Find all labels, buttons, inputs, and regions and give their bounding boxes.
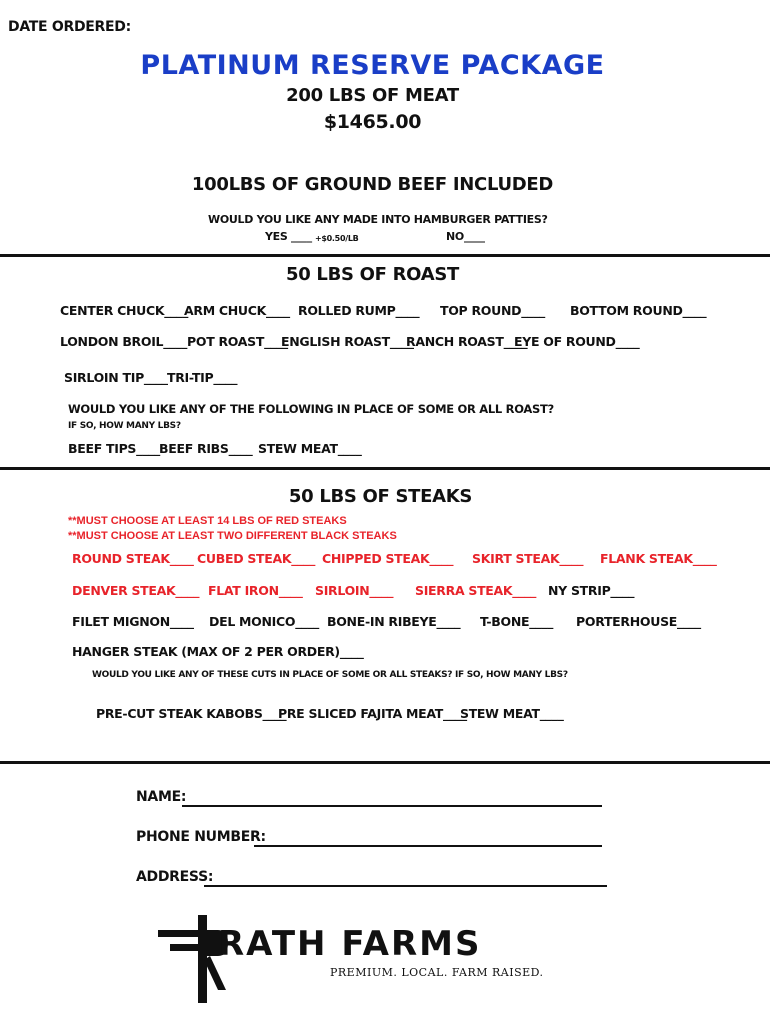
- patties-yes[interactable]: YES ____: [265, 230, 312, 243]
- package-title: PLATINUM RESERVE PACKAGE: [140, 50, 605, 81]
- roast-substitute-subquestion: IF SO, HOW MANY LBS?: [68, 421, 181, 431]
- roast-ranch-roast[interactable]: RANCH ROAST____: [406, 334, 528, 349]
- roast-alt-beef-ribs[interactable]: BEEF RIBS____: [159, 441, 253, 456]
- package-weight: 200 LBS OF MEAT: [286, 85, 459, 106]
- steaks-note-black: **MUST CHOOSE AT LEAST TWO DIFFERENT BLACK STEAKS: [68, 530, 397, 542]
- steak-del-monico[interactable]: DEL MONICO____: [209, 614, 320, 629]
- steak-sierra[interactable]: SIERRA STEAK____: [415, 583, 537, 598]
- roast-top-round[interactable]: TOP ROUND____: [440, 303, 546, 318]
- roast-english-roast[interactable]: ENGLISH ROAST____: [281, 334, 414, 349]
- name-field[interactable]: [182, 805, 602, 807]
- divider-3: [0, 761, 770, 764]
- phone-label: PHONE NUMBER:: [136, 829, 266, 845]
- roast-tri-tip[interactable]: TRI-TIP____: [167, 370, 238, 385]
- steak-alt-fajita[interactable]: PRE SLICED FAJITA MEAT____: [278, 706, 467, 721]
- steak-flank[interactable]: FLANK STEAK____: [600, 551, 717, 566]
- roast-heading: 50 LBS OF ROAST: [286, 264, 459, 285]
- phone-field[interactable]: [254, 845, 602, 847]
- steak-t-bone[interactable]: T-BONE____: [480, 614, 554, 629]
- steaks-note-red: **MUST CHOOSE AT LEAST 14 LBS OF RED STEAKS: [68, 515, 347, 527]
- steak-round[interactable]: ROUND STEAK____: [72, 551, 194, 566]
- divider-1: [0, 254, 770, 257]
- roast-sirloin-tip[interactable]: SIRLOIN TIP____: [64, 370, 168, 385]
- roast-substitute-question: WOULD YOU LIKE ANY OF THE FOLLOWING IN PLACE OF SOME OR ALL ROAST?: [68, 402, 554, 416]
- roast-eye-of-round[interactable]: EYE OF ROUND____: [514, 334, 640, 349]
- roast-rolled-rump[interactable]: ROLLED RUMP____: [298, 303, 420, 318]
- steak-ny-strip[interactable]: NY STRIP____: [548, 583, 635, 598]
- logo-wordmark: RATH FARMS: [218, 924, 482, 964]
- steak-flat-iron[interactable]: FLAT IRON____: [208, 583, 303, 598]
- roast-pot-roast[interactable]: POT ROAST____: [187, 334, 288, 349]
- steak-cubed[interactable]: CUBED STEAK____: [197, 551, 316, 566]
- package-price: $1465.00: [323, 111, 422, 133]
- steak-chipped[interactable]: CHIPPED STEAK____: [322, 551, 454, 566]
- divider-2: [0, 467, 770, 470]
- patties-question: WOULD YOU LIKE ANY MADE INTO HAMBURGER PATTIES?: [208, 213, 548, 226]
- steak-filet-mignon[interactable]: FILET MIGNON____: [72, 614, 194, 629]
- name-label: NAME:: [136, 789, 187, 805]
- roast-alt-beef-tips[interactable]: BEEF TIPS____: [68, 441, 160, 456]
- steak-hanger[interactable]: HANGER STEAK (MAX OF 2 PER ORDER)____: [72, 644, 364, 659]
- steak-denver[interactable]: DENVER STEAK____: [72, 583, 200, 598]
- roast-arm-chuck[interactable]: ARM CHUCK____: [184, 303, 290, 318]
- steak-alt-kabobs[interactable]: PRE-CUT STEAK KABOBS____: [96, 706, 287, 721]
- steaks-heading: 50 LBS OF STEAKS: [288, 486, 473, 507]
- rath-farms-logo: [158, 910, 598, 1005]
- steak-sirloin[interactable]: SIRLOIN____: [315, 583, 394, 598]
- date-ordered-label: DATE ORDERED:: [8, 19, 131, 35]
- roast-center-chuck[interactable]: CENTER CHUCK____: [60, 303, 189, 318]
- steak-porterhouse[interactable]: PORTERHOUSE____: [576, 614, 701, 629]
- address-label: ADDRESS:: [136, 869, 214, 885]
- steak-alt-stew-meat[interactable]: STEW MEAT____: [460, 706, 564, 721]
- patties-no[interactable]: NO____: [446, 230, 485, 243]
- logo-tagline: PREMIUM. LOCAL. FARM RAISED.: [330, 966, 544, 979]
- roast-london-broil[interactable]: LONDON BROIL____: [60, 334, 188, 349]
- roast-alt-stew-meat[interactable]: STEW MEAT____: [258, 441, 362, 456]
- patties-yes-price: +$0.50/LB: [315, 234, 359, 243]
- ground-beef-heading: 100LBS OF GROUND BEEF INCLUDED: [191, 174, 554, 195]
- roast-bottom-round[interactable]: BOTTOM ROUND____: [570, 303, 707, 318]
- address-field[interactable]: [204, 885, 607, 887]
- steak-skirt[interactable]: SKIRT STEAK____: [472, 551, 584, 566]
- steaks-substitute-question: WOULD YOU LIKE ANY OF THESE CUTS IN PLACE OF SOME OR ALL STEAKS? IF SO, HOW MANY LBS?: [92, 670, 568, 680]
- steak-bone-in-ribeye[interactable]: BONE-IN RIBEYE____: [327, 614, 461, 629]
